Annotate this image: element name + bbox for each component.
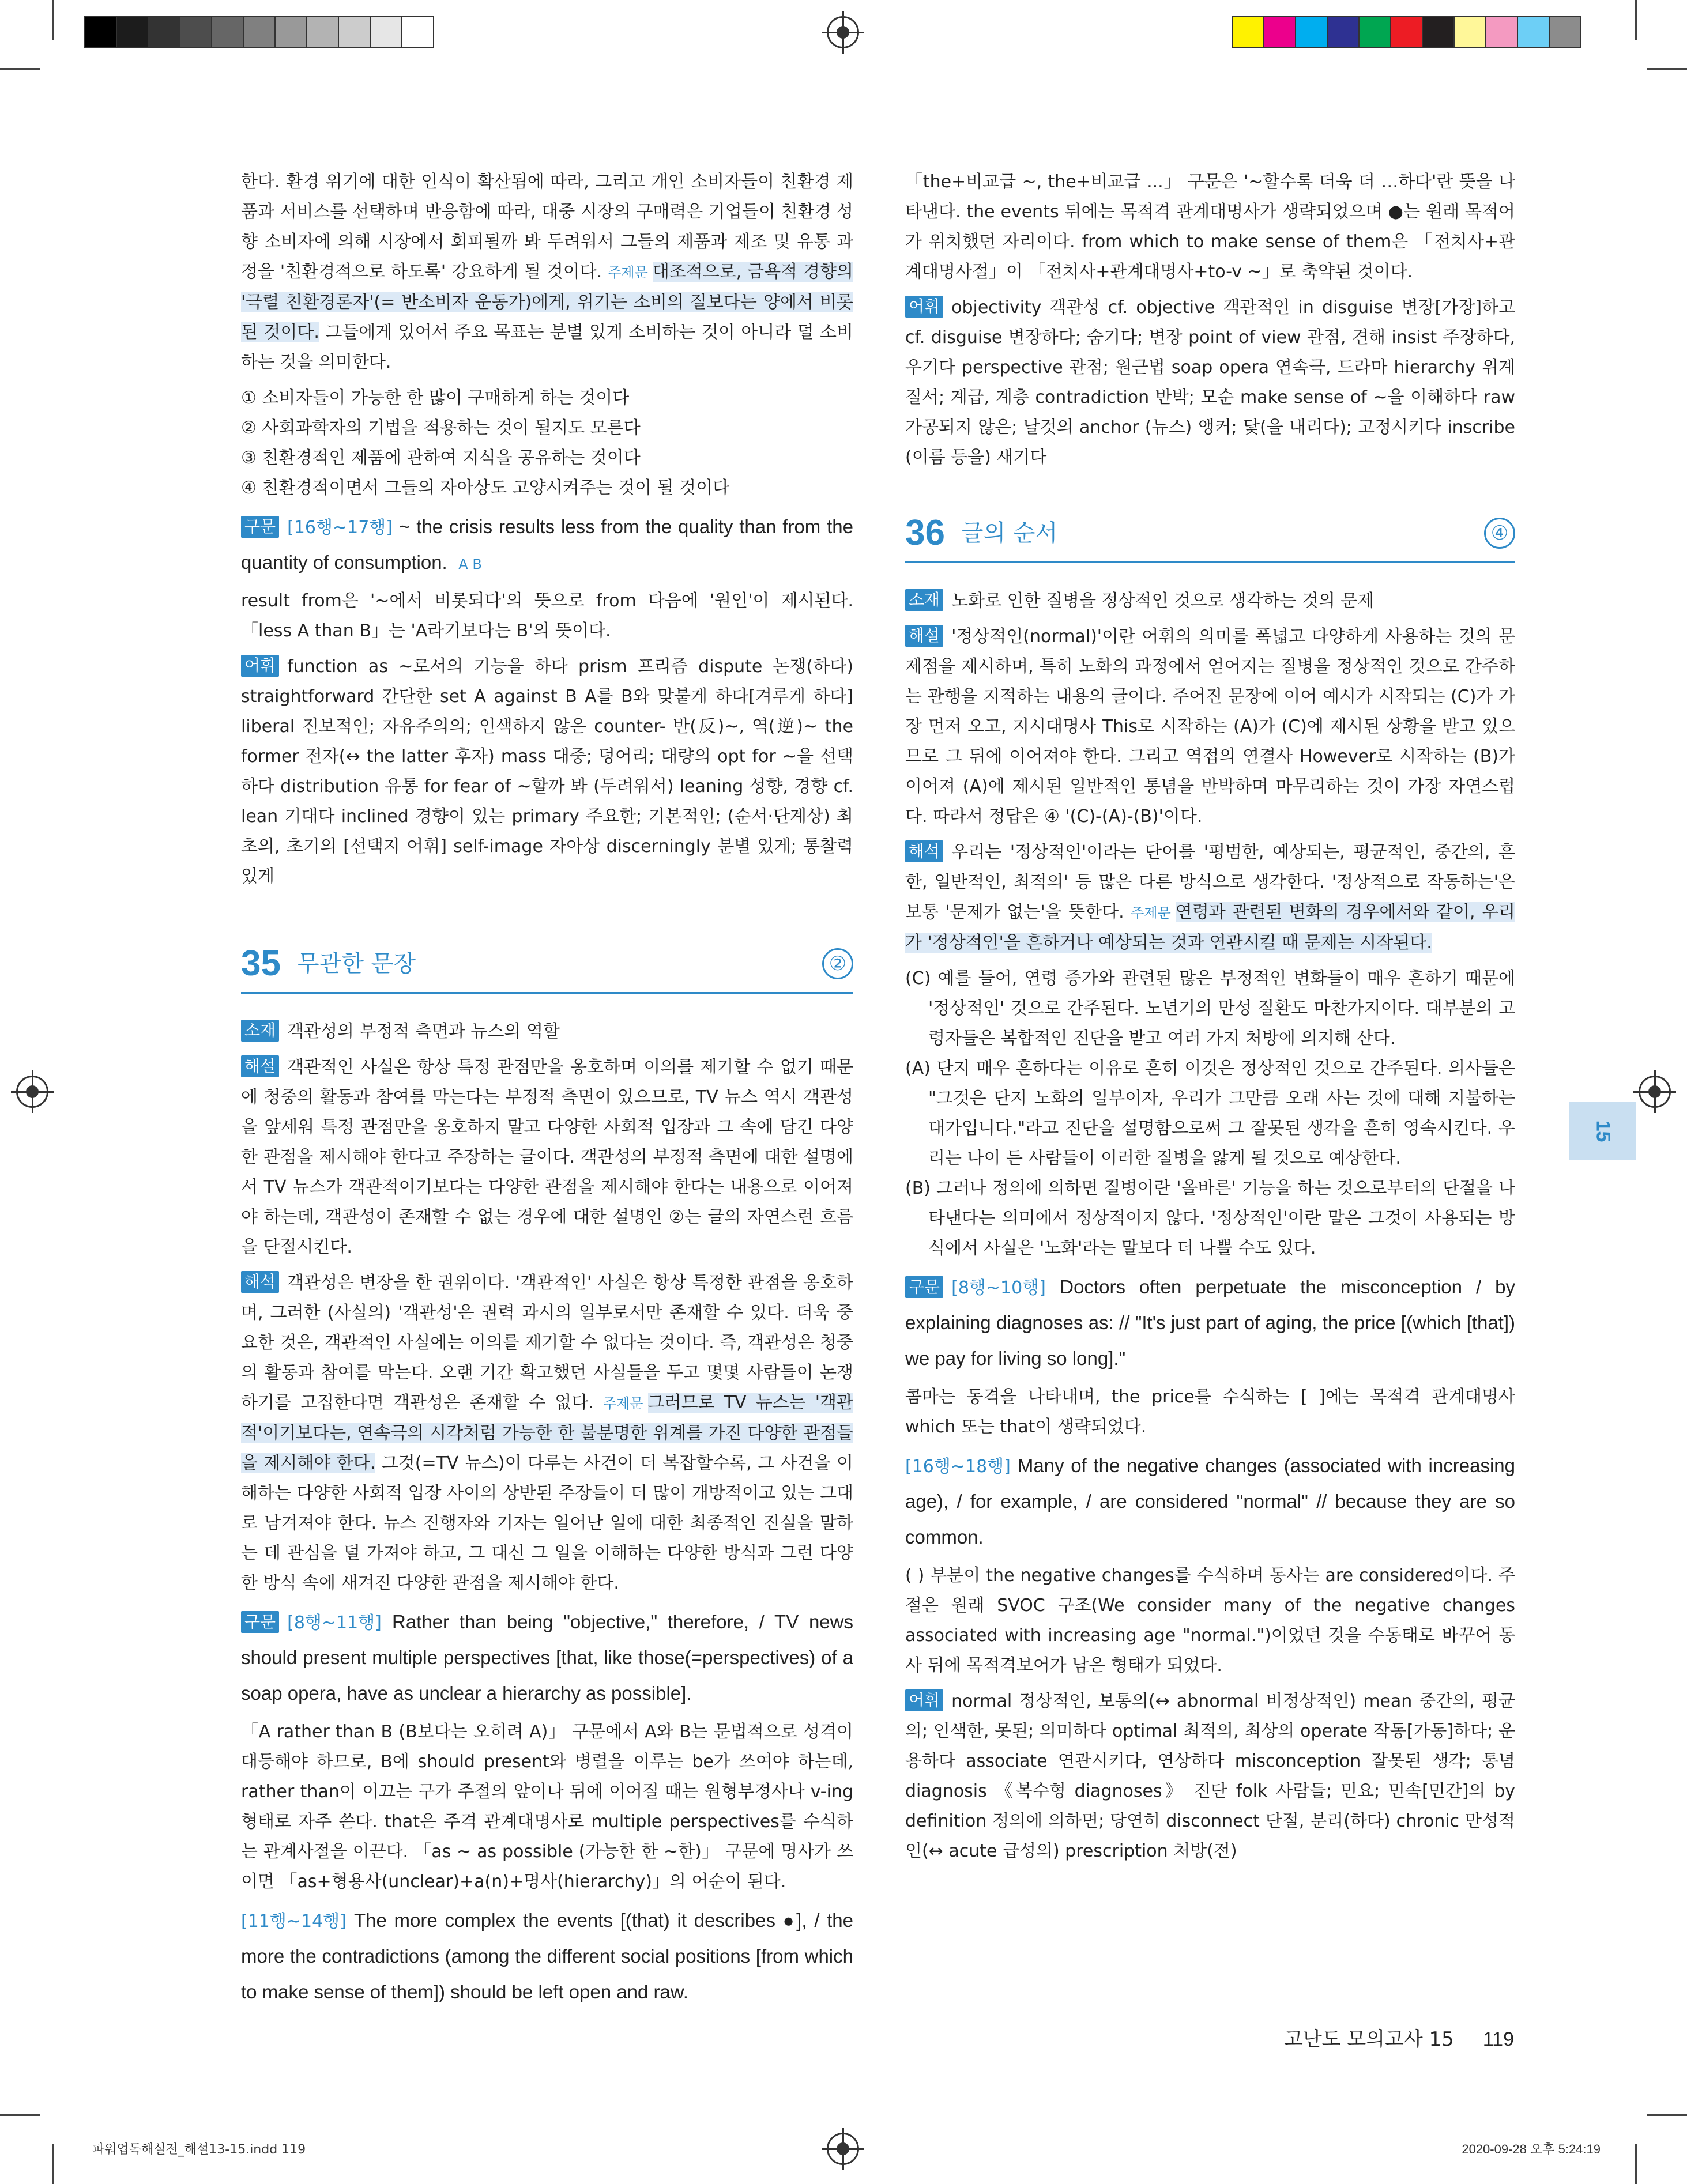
crop-mark	[1635, 0, 1637, 40]
color-swatch	[1327, 16, 1360, 48]
crop-mark	[1647, 68, 1687, 70]
option-3: ③ 친환경적인 제품에 관하여 지식을 공유하는 것이다	[241, 448, 641, 468]
gray-swatch	[306, 16, 339, 48]
syntax-explanation-4: 콤마는 동격을 나타내며, the price를 수식하는 [ ]에는 목적격 관계대명사 which 또는 that이 생략되었다.	[905, 1387, 1515, 1437]
crop-mark	[0, 2114, 40, 2116]
color-swatch	[1485, 16, 1518, 48]
section-36-header	[905, 513, 1515, 563]
gray-swatch	[274, 16, 307, 48]
gray-swatch	[243, 16, 276, 48]
color-swatch	[1549, 16, 1581, 48]
print-slug-date: 2020-09-28 오후 5:24:19	[1462, 2142, 1601, 2156]
syntax-sentence-en: Doctors often perpetuate the misconception / by explaining diagnoses as: // "It's just part of aging, the price [(which [that]) we pay for living so long]."	[905, 1276, 1515, 1369]
theme-marker: 주제문	[608, 265, 648, 281]
grammar-marker: A B	[458, 556, 482, 572]
syntax-sentence-en: Rather than being "objective," therefore, / TV news should present multiple perspectives [that, like those(=perspectives) of a soap opera, have as unclear a hierarchy as possible].	[241, 1611, 853, 1704]
crop-mark	[0, 68, 40, 70]
highlighted-theme-sentence: 그러므로 TV 뉴스는 '객관적'이기보다는, 연속극의 시각처럼 가능한 한 불분명한 위계를 가진 다양한 관점들을 제시해야 한다.	[241, 1393, 853, 1473]
page-number: 119	[1482, 2028, 1514, 2050]
color-swatch	[1517, 16, 1550, 48]
registration-mark-icon	[1639, 1076, 1671, 1108]
vocab-block-2: 어휘 objectivity 객관성 cf. objective 객관적인 in disguise 변장[가장]하고 cf. disguise 변장하다; 숨기다; 변장 point of view 관점, 견해 insist 주장하다, 우기다 perspective 관점; 원근법 soap opera 연속극, 드라마 hierarchy 위계질서; 계급, 계층 contradiction 반박; 모순 make sense of ~을 이해하다 raw 가공되지 않은; 날것의 anchor (뉴스) 앵커; 닻(을 내리다); 고정시키다 inscribe (이름 등을) 새기다	[905, 297, 1515, 467]
right-column	[905, 167, 1515, 1872]
registration-mark-icon	[827, 2133, 859, 2165]
section-title: 무관한 문장	[296, 950, 416, 977]
crop-mark	[1635, 2144, 1637, 2184]
syntax-label: 구문	[905, 1276, 943, 1298]
gray-swatch	[84, 16, 117, 48]
book-title: 고난도 모의고사 15	[1283, 2028, 1454, 2051]
translation-label: 해석	[241, 1271, 279, 1293]
section-number: 35	[241, 944, 281, 983]
translation-36: 해석 우리는 '정상적인'이라는 단어를 '평범한, 예상되는, 평균적인, 중간의, 흔한, 일반적인, 최적의' 등 많은 다른 방식으로 생각한다. '정상적으로 작동하는'은 보통 '문제가 없는'을 뜻한다. 주제문 연령과 관련된 변화의 경우에서와 같이, 우리가 '정상적인'을 흔하거나 예상되는 것과 연관시킬 때 문제는 시작된다.	[905, 842, 1515, 953]
color-swatch	[1453, 16, 1486, 48]
syntax-explanation-3: 「the+비교급 ~, the+비교급 ...」 구문은 '~할수록 더욱 더 …하다'란 뜻을 나타낸다. the events 뒤에는 목적격 관계대명사가 생략되었으며 ●는 원래 목적어가 위치했던 자리이다. from which to make sense of them은 「전치사+관계대명사절」이 「전치사+관계대명사+to-v ~」로 축약된 것이다.	[905, 172, 1515, 282]
color-swatch	[1295, 16, 1328, 48]
topic-label: 소재	[241, 1020, 279, 1042]
syntax-note-2: 구문 [8행~11행] Rather than being "objective," therefore, / TV news should present multiple perspectives [that, like those(=perspectives) of a soap opera, have as unclear a hierarchy as possible].	[241, 1611, 853, 1704]
section-title: 글의 순서	[961, 520, 1058, 546]
page-footer	[1284, 2023, 1514, 2051]
paragraph-c: (C) 예를 들어, 연령 증가와 관련된 많은 부정적인 변화들이 매우 흔하기 때문에 '정상적인' 것으로 간주된다. 노년기의 만성 질환도 마찬가지이다. 대부분의 고령자들은 복합적인 진단을 받고 여러 가지 처방에 의지해 산다.	[905, 968, 1515, 1048]
color-swatch	[1358, 16, 1391, 48]
syntax-explanation-1: result from은 '~에서 비롯되다'의 뜻으로 from 다음에 '원인'이 제시된다. 「less A than B」는 'A라기보다는 B'의 뜻이다.	[241, 591, 853, 641]
syntax-explanation-5: ( ) 부분이 the negative changes를 수식하며 동사는 are considered이다. 주절은 원래 SVOC 구조(We consider many of the negative changes associated with increasing age "normal.")이었던 것을 수동태로 바꾸어 동사 뒤에 목적격보어가 남은 형태가 되었다.	[905, 1566, 1515, 1676]
vocab-label: 어휘	[905, 1689, 943, 1711]
print-slug-file: 파워업독해실전_해설13-15.indd 119	[92, 2142, 306, 2157]
crop-mark	[52, 2144, 54, 2184]
vocab-label: 어휘	[905, 296, 943, 318]
gray-swatch	[211, 16, 244, 48]
theme-marker: 주제문	[1131, 905, 1171, 921]
syntax-sentence-en: The more complex the events [(that) it describes ●], / the more the contradictions (among the different social positions [from which to make sense of them]) should be left open and raw.	[241, 1910, 853, 2002]
explanation-label: 해설	[905, 625, 943, 647]
gray-swatch-strip	[85, 16, 434, 48]
side-tab: 15	[1569, 1102, 1636, 1160]
explanation-35: 해설 객관적인 사실은 항상 특정 관점만을 옹호하며 이의를 제기할 수 없기 때문에 청중의 활동과 참여를 막는다는 부정적 측면이 있으므로, TV 뉴스 역시 객관성을 앞세워 특정 관점만을 옹호하지 말고 다양한 사회적 입장과 그 속에 담긴 다양한 관점을 제시해야 한다고 주장하는 글이다. 객관성의 부정적 측면에 대한 설명에서 TV 뉴스가 객관적이기보다는 다양한 관점을 제시해야 한다는 내용으로 이어져야 하는데, 객관성이 존재할 수 없는 경우에 대한 설명인 ②는 글의 자연스런 흐름을 단절시킨다.	[241, 1057, 853, 1257]
color-swatch	[1422, 16, 1455, 48]
topic-label: 소재	[905, 589, 943, 611]
gray-swatch	[179, 16, 212, 48]
explanation-36: 해설 '정상적인(normal)'이란 어휘의 의미를 폭넓고 다양하게 사용하는 것의 문제점을 제시하며, 특히 노화의 과정에서 얻어지는 질병을 정상적인 것으로 간주하는 관행을 지적하는 내용의 글이다. 주어진 문장에 이어 예시가 시작되는 (C)가 가장 먼저 오고, 지시대명사 This로 시작하는 (A)가 (C)에 제시된 상황을 받고 있으므로 그 뒤에 이어져야 한다. 그리고 역접의 연결사 However로 시작하는 (B)가 이어져 (A)에 제시된 일반적인 통념을 반박하며 마무리하는 것이 가장 자연스럽다. 따라서 정답은 ④ '(C)-(A)-(B)'이다.	[905, 626, 1515, 827]
color-swatch	[1263, 16, 1296, 48]
option-2: ② 사회과학자의 기법을 적용하는 것이 될지도 모른다	[241, 418, 641, 438]
syntax-label: 구문	[241, 1611, 279, 1633]
gray-swatch	[148, 16, 180, 48]
left-column	[241, 167, 853, 2016]
color-swatch	[1390, 16, 1423, 48]
paragraph-a: (A) 단지 매우 흔하다는 이유로 흔히 이것은 정상적인 것으로 간주된다. 의사들은 "그것은 단지 노화의 일부이자, 우리가 그만큼 오래 사는 것에 대해 지불하는 대가입니다."라고 진단을 설명함으로써 그 잘못된 생각을 흔히 영속시킨다. 우리는 나이 든 사람들이 이러한 질병을 앓게 될 것으로 예상한다.	[905, 1058, 1515, 1168]
gray-swatch	[370, 16, 402, 48]
syntax-sentence-en: Many of the negative changes (associated with increasing age), / for example, / are considered "normal" // because they are so common.	[905, 1455, 1515, 1548]
answer-badge: ④	[1484, 518, 1515, 549]
gray-swatch	[338, 16, 371, 48]
crop-mark	[52, 0, 54, 40]
syntax-sentence-en: ~ the crisis results less from the quality than from the quantity of consumption.	[241, 516, 853, 573]
translation-35: 해석 객관성은 변장을 한 권위이다. '객관적인' 사실은 항상 특정한 관점을 옹호하며, 그러한 (사실의) '객관성'은 권력 과시의 일부로서만 존재할 수 있다. 더욱 중요한 것은, 객관적인 사실에는 이의를 제기할 수 없다는 것이다. 즉, 객관성은 청중의 활동과 참여를 막는다. 오랜 기간 확고했던 사실들을 두고 몇몇 사람들이 논쟁하기를 고집한다면 객관성은 존재할 수 없다. 주제문 그러므로 TV 뉴스는 '객관적'이기보다는, 연속극의 시각처럼 가능한 한 불분명한 위계를 가진 다양한 관점들을 제시해야 한다. 그것(=TV 뉴스)이 다루는 사건이 더 복잡할수록, 그 사건을 이해하는 다양한 사회적 입장 사이의 상반된 주장들이 더 많이 개방적이고 있는 그대로 남겨져야 한다. 뉴스 진행자와 기자는 일어난 일에 대한 최종적인 진실을 말하는 데 관심을 덜 가져야 하고, 그 대신 그 일을 이해하는 다양한 방식과 그런 다양한 방식 속에 새겨진 다양한 관점을 제시해야 한다.	[241, 1272, 853, 1593]
gray-swatch	[401, 16, 434, 48]
topic-35: 소재 객관성의 부정적 측면과 뉴스의 역할	[241, 1017, 853, 1047]
section-number: 36	[905, 513, 945, 553]
section-35-header	[241, 944, 853, 994]
syntax-note-4: 구문 [8행~10행] Doctors often perpetuate the misconception / by explaining diagnoses as: // "It's just part of aging, the price [(which [that]) we pay for living so long]."	[905, 1276, 1515, 1369]
theme-marker: 주제문	[603, 1395, 643, 1412]
gray-swatch	[116, 16, 149, 48]
crop-mark	[1647, 2114, 1687, 2116]
registration-mark-icon	[16, 1076, 48, 1108]
highlighted-theme-sentence: 대조적으로, 금욕적 경향의 '극렬 친환경론자'(= 반소비자 운동가)에게, 위기는 소비의 질보다는 양에서 비롯된 것이다.	[241, 262, 853, 342]
highlighted-theme-sentence: 연령과 관련된 변화의 경우에서와 같이, 우리가 '정상적인'을 흔하거나 예상되는 것과 연관시킬 때 문제는 시작된다.	[905, 902, 1515, 953]
registration-mark-icon	[827, 16, 859, 48]
syntax-note-3: [11행~14행] The more complex the events [(that) it describes ●], / the more the contradictions (among the different social positions [from which to make sense of them]) should be left open and raw.	[241, 1910, 853, 2002]
syntax-note-1: 구문 [16행~17행] ~ the crisis results less from the quality than from the quantity of consumption. A B	[241, 516, 853, 573]
passage-34-translation-end: 한다. 환경 위기에 대한 인식이 확산됨에 따라, 그리고 개인 소비자들이 친환경 제품과 서비스를 선택하며 반응함에 따라, 대중 시장의 구매력은 기업들이 친환경 성향 소비자에 의해 시장에서 회피될까 봐 두려워서 그들의 제품과 제조 및 유통 과정을 '친환경적으로 하도록' 강요하게 될 것이다. 주제문 대조적으로, 금욕적 경향의 '극렬 친환경론자'(= 반소비자 운동가)에게, 위기는 소비의 질보다는 양에서 비롯된 것이다. 그들에게 있어서 주요 목표는 분별 있게 소비하는 것이 아니라 덜 소비하는 것을 의미한다.	[241, 172, 853, 372]
color-swatch	[1232, 16, 1264, 48]
explanation-label: 해설	[241, 1055, 279, 1077]
vocab-block-3: 어휘 normal 정상적인, 보통의(↔ abnormal 비정상적인) mean 중간의, 평균의; 인색한, 못된; 의미하다 optimal 최적의, 최상의 operate 작동[가동]하다; 운용하다 associate 연관시키다, 연상하다 misconception 잘못된 생각; 통념 diagnosis 《복수형 diagnoses》 진단 folk 사람들; 민요; 민속[민간]의 by definition 정의에 의하면; 당연히 disconnect 단절, 분리(하다) chronic 만성적인(↔ acute 급성의) prescription 처방(전)	[905, 1691, 1515, 1861]
syntax-explanation-2: 「A rather than B (B보다는 오히려 A)」 구문에서 A와 B는 문법적으로 성격이 대등해야 하므로, B에 should present와 병렬을 이루는 be가 쓰여야 하는데, rather than이 이끄는 구가 주절의 앞이나 뒤에 이어질 때는 원형부정사나 v-ing 형태로 자주 쓴다. that은 주격 관계대명사로 multiple perspectives를 수식하는 관계사절을 이끈다. 「as ~ as possible (가능한 한 ~한)」 구문에 명사가 쓰이면 「as+형용사(unclear)+a(n)+명사(hierarchy)」의 어순이 된다.	[241, 1722, 854, 1892]
translation-label: 해석	[905, 840, 943, 862]
paragraph-b: (B) 그러나 정의에 의하면 질병이란 '올바른' 기능을 하는 것으로부터의 단절을 나타낸다는 의미에서 정상적이지 않다. '정상적인'이란 말은 그것이 사용되는 방식에서 사실은 '노화'라는 말보다 더 나쁠 수도 있다.	[905, 1178, 1515, 1258]
syntax-note-5: [16행~18행] Many of the negative changes (associated with increasing age), / for example, / are considered "normal" // because they are so common.	[905, 1455, 1515, 1548]
syntax-label: 구문	[241, 516, 279, 538]
option-4: ④ 친환경적이면서 그들의 자아상도 고양시켜주는 것이 될 것이다	[241, 478, 730, 498]
option-1: ① 소비자들이 가능한 한 많이 구매하게 하는 것이다	[241, 388, 630, 408]
vocab-block-1: 어휘 function as ~로서의 기능을 하다 prism 프리즘 dispute 논쟁(하다) straightforward 간단한 set A against B A를 B와 맞붙게 하다[겨루게 하다] liberal 진보적인; 자유주의의; 인색하지 않은 counter- 반(反)~, 역(逆)~ the former 전자(↔ the latter 후자) mass 대중; 덩어리; 대량의 opt for ~을 선택하다 distribution 유통 for fear of ~할까 봐 (두려워서) leaning 성향, 경향 cf. lean 기대다 inclined 경향이 있는 primary 주요한; 기본적인; (순서·단계상) 최초의, 초기의 [선택지 어휘] self-image 자아상 discerningly 분별 있게; 통찰력 있게	[241, 656, 853, 887]
color-swatch-strip	[1233, 16, 1581, 48]
answer-badge: ②	[822, 948, 853, 979]
topic-36: 소재 노화로 인한 질병을 정상적인 것으로 생각하는 것의 문제	[905, 586, 1515, 616]
vocab-label: 어휘	[241, 655, 279, 677]
